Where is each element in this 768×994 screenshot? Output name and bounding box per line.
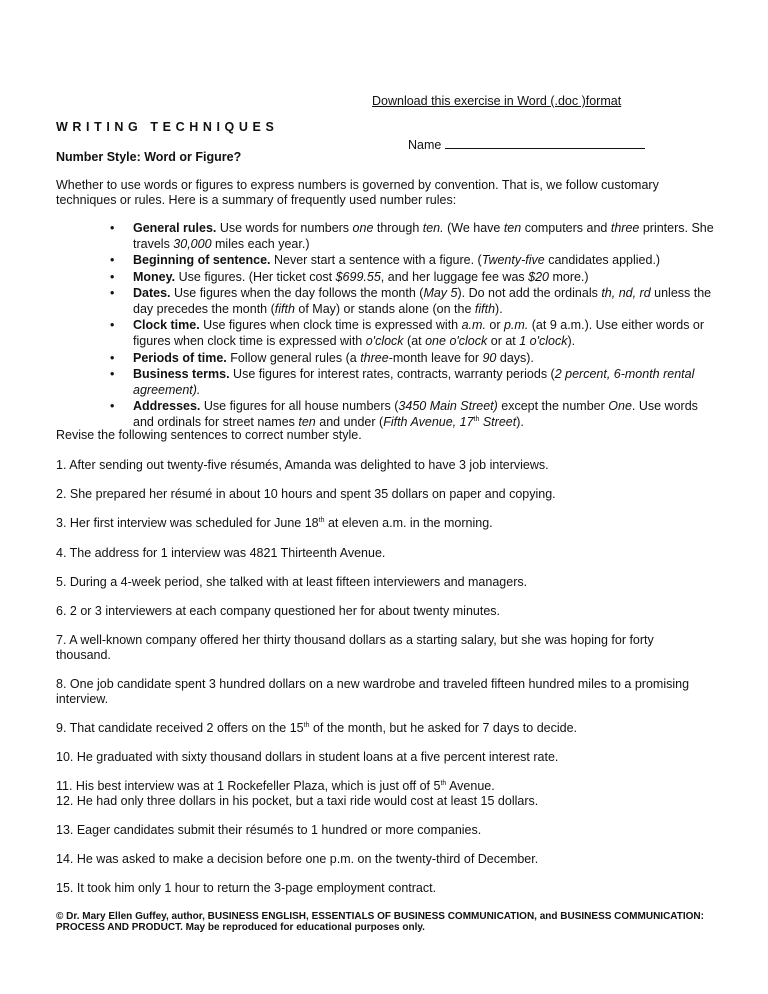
rule-title: Dates. [133, 285, 171, 300]
text-segment: 10. He graduated with sixty thousand dollars in student loans at a five percent interest rate. [56, 749, 559, 764]
rule-title: Money. [133, 269, 176, 284]
text-segment: fifth [274, 302, 295, 317]
text-segment: p.m. [503, 318, 529, 333]
bullet-icon: • [110, 318, 115, 333]
download-word-link[interactable]: Download this exercise in Word (.doc )format [372, 94, 622, 108]
text-segment: computers and [521, 221, 611, 235]
text-segment: except the number [497, 399, 609, 414]
rule-item [56, 220, 716, 252]
text-segment: printers. She travels [133, 221, 714, 252]
exercise-sentence [56, 677, 706, 706]
bullet-icon: • [110, 269, 115, 284]
revise-instruction: Revise the following sentences to correct number style. [56, 428, 362, 442]
text-segment: $699.55 [335, 269, 381, 284]
text-segment: Use words for numbers [216, 221, 353, 235]
text-segment: ). [495, 302, 503, 317]
name-field [408, 137, 645, 152]
text-segment: and under ( [315, 415, 384, 430]
text-segment: ). [567, 334, 576, 349]
text-segment: ). Do not add the ordinals [457, 285, 602, 300]
text-segment: 15. It took him only 1 hour to return the 3-page employment contract. [56, 881, 437, 896]
text-segment: One [608, 399, 632, 414]
name-blank-line [445, 137, 645, 149]
text-segment: May 5 [423, 285, 458, 300]
rule-title: Business terms. [133, 366, 230, 381]
exercise-sentence [56, 633, 706, 662]
exercise-sentence [56, 881, 706, 896]
text-segment: Use figures when clock time is expressed with [199, 318, 462, 333]
page-title: Number Style: Word or Figure? [56, 150, 242, 164]
rule-item [56, 398, 716, 430]
text-segment: ten. [422, 221, 444, 235]
bullet-icon: • [110, 366, 115, 381]
exercise-sentences [56, 458, 706, 910]
text-segment: 3. Her first interview was scheduled for June 18 [56, 516, 319, 531]
text-segment: th [473, 416, 480, 424]
text-segment: (We have [443, 221, 504, 235]
text-segment: or [485, 318, 504, 333]
text-segment: 13. Eager candidates submit their résumés to 1 hundred or more companies. [56, 822, 482, 837]
text-segment: , and her luggage fee was [380, 269, 529, 284]
text-segment: three [610, 221, 640, 235]
rule-item [56, 252, 716, 268]
rule-item [56, 269, 716, 285]
text-segment: o'clock [365, 334, 404, 349]
rule-item [56, 317, 716, 349]
rule-item [56, 285, 716, 317]
exercise-sentence [56, 750, 706, 765]
intro-paragraph: Whether to use words or figures to express numbers is governed by convention. That is, we follow customary techniques or rules. Here is a summary of frequently used number rules: [56, 178, 659, 207]
rule-title: Clock time. [133, 318, 200, 333]
text-segment: miles each year.) [211, 237, 310, 252]
bullet-icon: • [110, 350, 115, 365]
text-segment: of the month, but he asked for 7 days to decide. [309, 720, 578, 735]
bullet-icon: • [110, 221, 115, 235]
name-label: Name [408, 138, 442, 152]
text-segment: Follow general rules (a [226, 350, 361, 365]
rule-title: Periods of time. [133, 350, 227, 365]
text-segment: one o'clock [425, 334, 488, 349]
text-segment: 14. He was asked to make a decision before one p.m. on the twenty-third of December. [56, 852, 539, 867]
text-segment: ). [516, 415, 524, 430]
text-segment: (at 9 a.m.). Use either words or figures when clock time is expressed with [133, 318, 705, 349]
text-segment: of May) or stands alone (on the [294, 302, 475, 317]
text-segment: Twenty-five [481, 253, 545, 268]
exercise-sentence [56, 458, 706, 473]
text-segment: Fifth Avenue, 17 [383, 415, 474, 430]
text-segment: ten [298, 415, 316, 430]
text-segment: a.m. [461, 318, 486, 333]
text-segment: ten [503, 221, 522, 235]
text-segment: th [440, 780, 447, 788]
exercise-sentence [56, 604, 706, 619]
text-segment: 4. The address for 1 interview was 4821 Thirteenth Avenue. [56, 545, 386, 560]
text-segment: $20 [528, 269, 549, 284]
text-segment: or at [487, 334, 520, 349]
text-segment: 1. After sending out twenty-five résumés, Amanda was delighted to have 3 job interviews. [56, 458, 549, 472]
text-segment: 7. A well-known company offered her thirty thousand dollars as a starting salary, but she was hoping for forty thousand. [56, 633, 654, 662]
text-segment: 6. 2 or 3 interviewers at each company questioned her for about twenty minutes. [56, 603, 500, 618]
text-segment: Avenue. [446, 779, 495, 794]
rules-list [56, 220, 716, 431]
section-heading: WRITING TECHNIQUES [56, 120, 279, 134]
text-segment: unless the day precedes the month ( [133, 285, 712, 317]
text-segment: 2. She prepared her résumé in about 10 hours and spent 35 dollars on paper and copying. [56, 487, 556, 502]
text-segment: 12. He had only three dollars in his pocket, but a taxi ride would cost at least 15 dollars. [56, 793, 539, 808]
text-segment: at eleven a.m. in the morning. [324, 516, 493, 531]
copyright-footer: © Dr. Mary Ellen Guffey, author, BUSINESS ENGLISH, ESSENTIALS OF BUSINESS COMMUNICATION, and BUSINESS COMMUNICATION: PROCESS AND PRODUCT. May be reproduced for educational purposes only. [56, 911, 704, 933]
rule-item [56, 350, 716, 366]
exercise-sentence [56, 852, 706, 867]
text-segment: fifth [474, 302, 496, 317]
rule-item [56, 366, 716, 398]
bullet-icon: • [110, 399, 115, 414]
text-segment: one [352, 221, 374, 235]
bullet-icon: • [110, 285, 115, 300]
text-segment: Use figures when the day follows the month ( [170, 285, 424, 300]
text-segment: 11. His best interview was at 1 Rockefeller Plaza, which is just off of 5 [56, 779, 441, 794]
text-segment: (at [403, 334, 426, 349]
rule-title: Addresses. [133, 399, 201, 414]
text-segment: 9. That candidate received 2 offers on the 15 [56, 720, 304, 735]
text-segment: 90 [482, 350, 497, 365]
text-segment: Use figures for interest rates, contracts, warranty periods ( [229, 366, 555, 381]
text-segment: 1 o'clock [519, 334, 568, 349]
exercise-sentence [56, 487, 706, 502]
exercise-sentence [56, 721, 706, 736]
text-segment: th, nd, rd [601, 285, 651, 300]
text-segment: . Use words and ordinals for street names [133, 399, 698, 430]
exercise-sentence [56, 516, 706, 531]
exercise-sentence [56, 546, 706, 561]
rule-title: General rules. [133, 221, 217, 235]
text-segment: Use figures for all house numbers ( [200, 399, 399, 414]
text-segment: th [318, 517, 325, 525]
exercise-sentence [56, 779, 706, 794]
text-segment: 2 percent, 6-month rental agreement). [133, 366, 695, 398]
text-segment: Never start a sentence with a figure. ( [270, 253, 482, 268]
text-segment: Use figures. (Her ticket cost [175, 269, 336, 284]
text-segment: 5. During a 4-week period, she talked with at least fifteen interviewers and managers. [56, 574, 528, 589]
text-segment: -month leave for [388, 350, 483, 365]
text-segment: days). [496, 350, 534, 365]
text-segment: three [360, 350, 389, 365]
text-segment: through [373, 221, 423, 235]
text-segment: candidates applied.) [544, 253, 661, 268]
text-segment: 8. One job candidate spent 3 hundred dollars on a new wardrobe and traveled fifteen hundred miles to a promising interview. [56, 676, 690, 706]
bullet-icon: • [110, 253, 115, 268]
text-segment: 30,000 [173, 237, 212, 252]
text-segment: 3450 Main Street) [398, 399, 498, 414]
exercise-sentence [56, 823, 706, 838]
text-segment: more.) [548, 269, 589, 284]
exercise-sentence [56, 575, 706, 590]
exercise-sentence [56, 794, 706, 809]
text-segment: th [303, 721, 310, 729]
rule-title: Beginning of sentence. [133, 253, 271, 268]
text-segment: Street [479, 415, 517, 430]
